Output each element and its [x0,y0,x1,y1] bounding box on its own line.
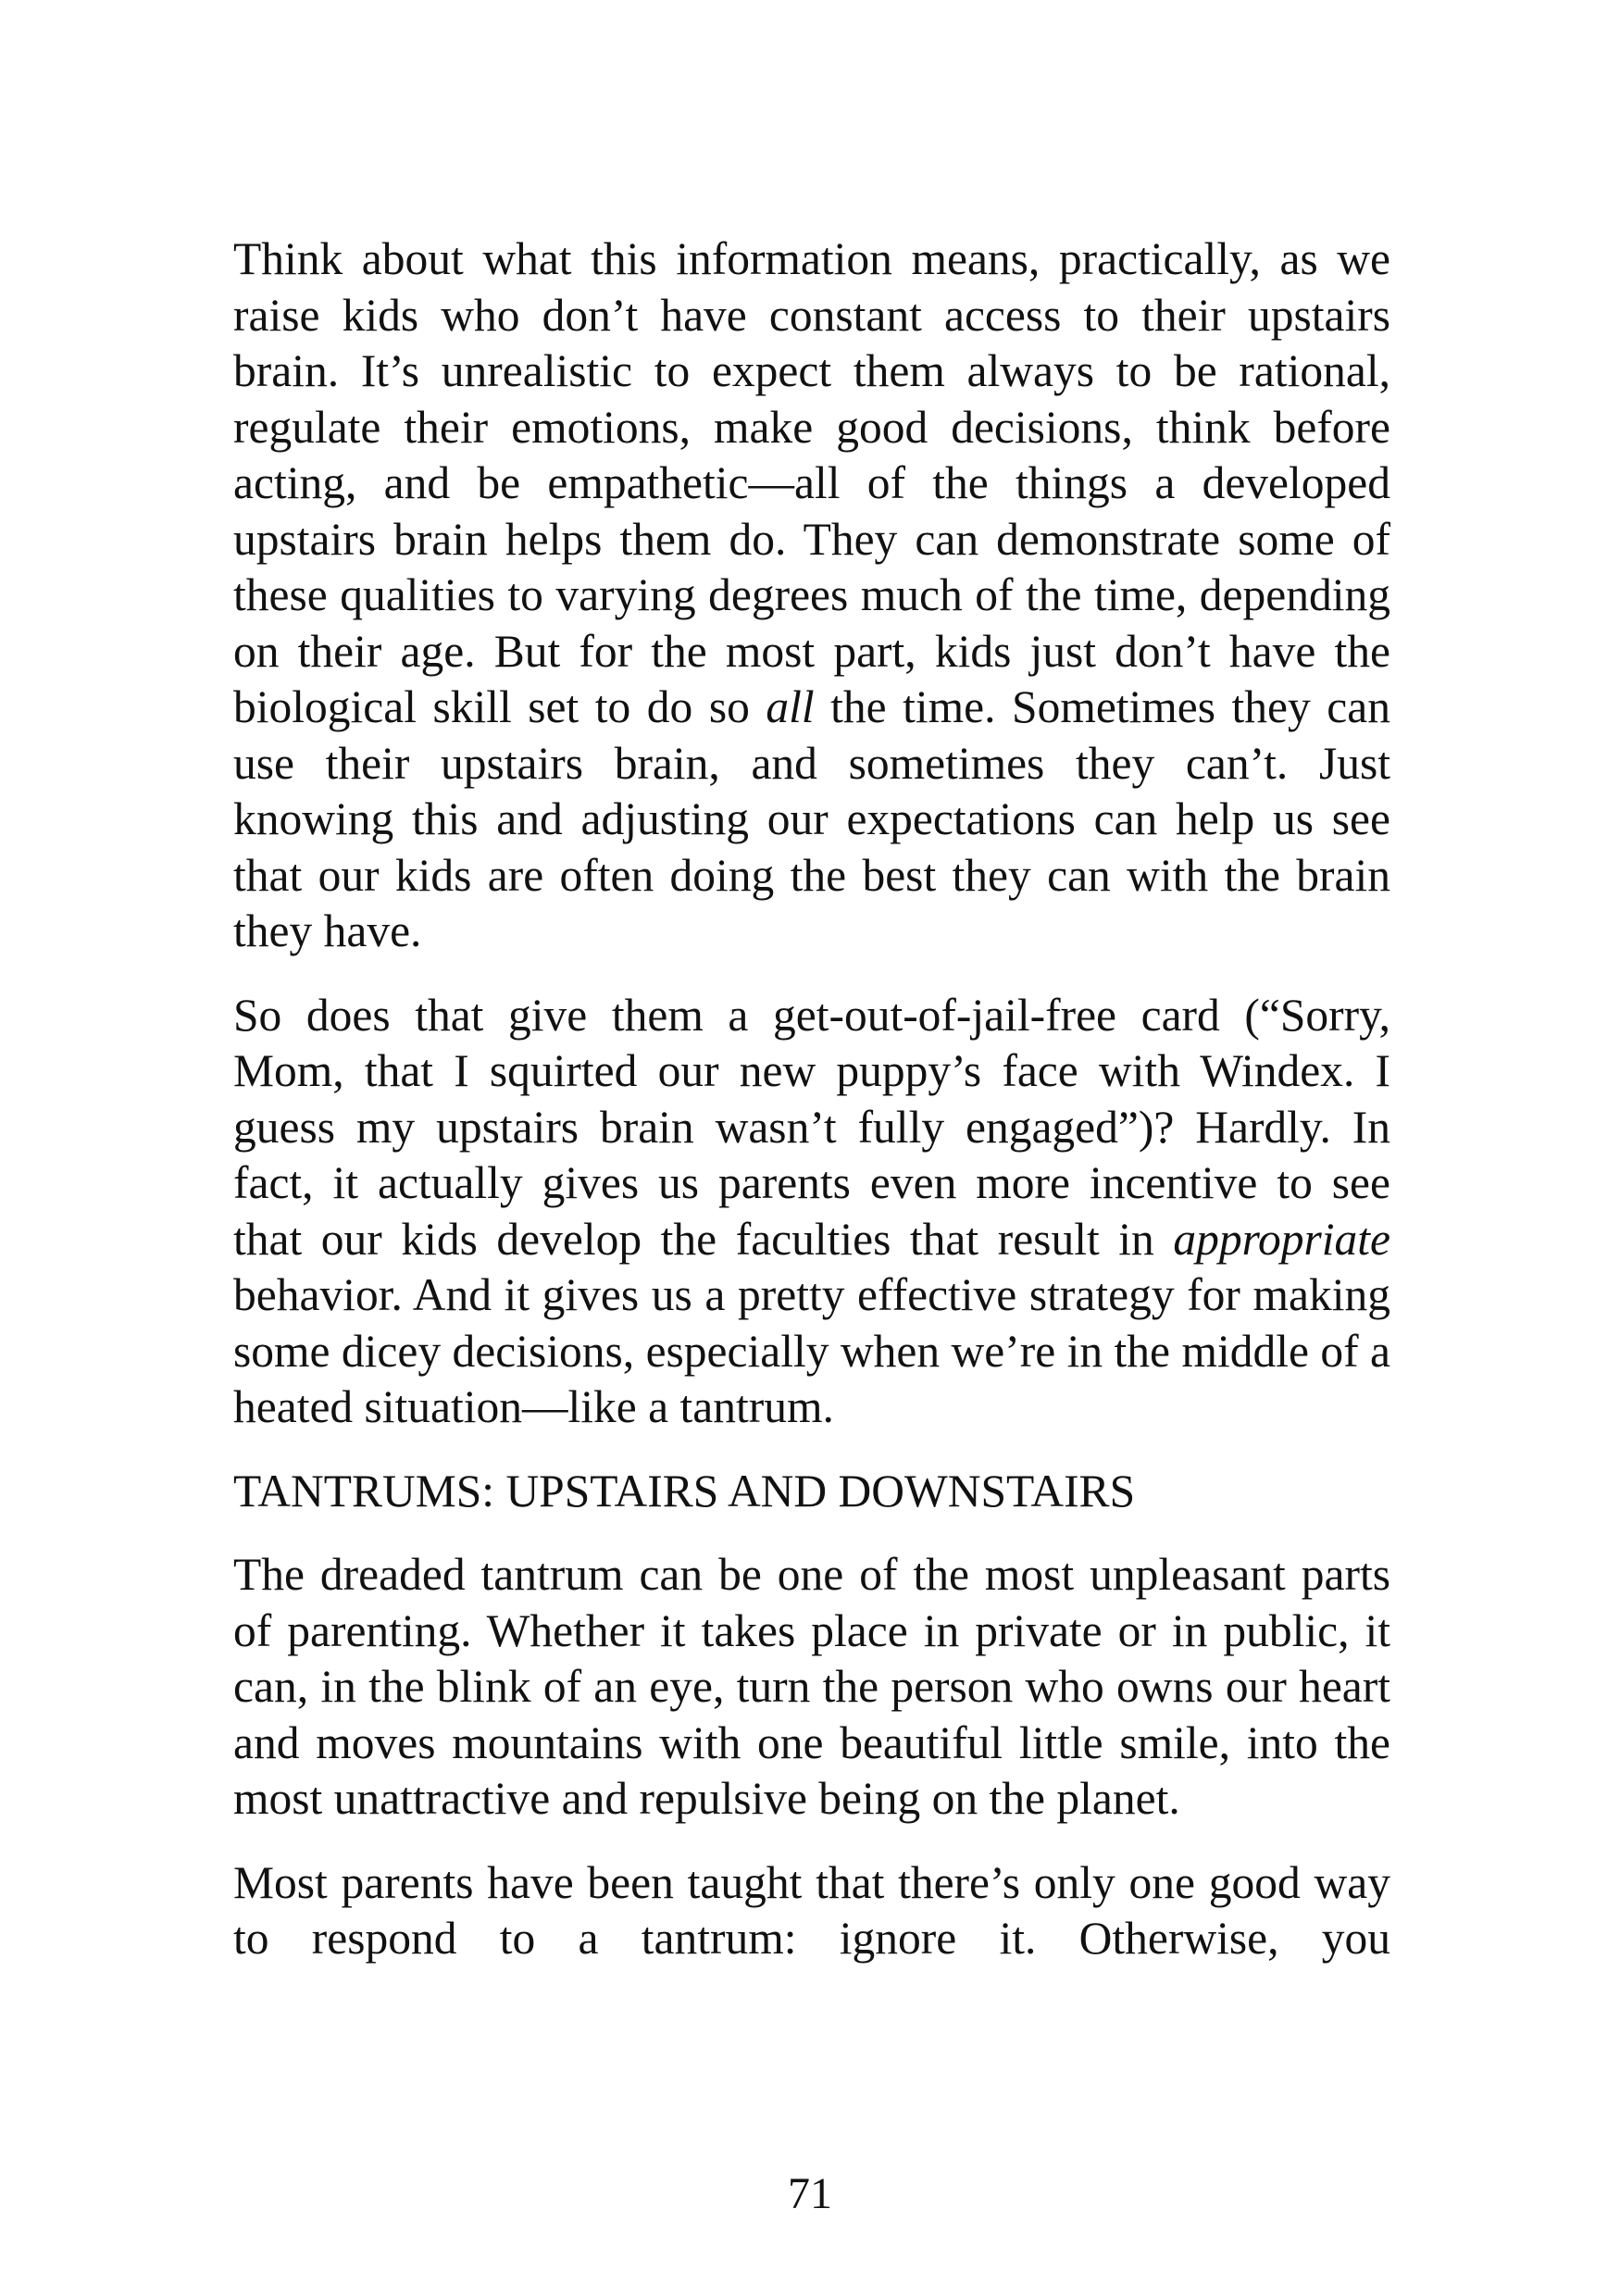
body-paragraph-4: Most parents have been taught that there’s only one good way to respond to a tantrum: ignore it. Otherwise, you [233,1856,1390,1964]
paragraph-1-text-b: the time. Sometimes they can use their upstairs brain, and sometimes they can’t. Just knowing this and adjusting our expectations can help us see that our kids are often doing the best they can with the brain they have. [233,681,1390,956]
paragraph-2-emphasis: appropriate [1173,1213,1390,1265]
page-number: 71 [788,2169,832,2218]
paragraph-1-emphasis: all [766,681,815,732]
body-paragraph-2 [233,988,1390,1436]
body-paragraph-1 [233,231,1390,960]
paragraph-2-text-b: behavior. And it gives us a pretty effective strategy for making some dicey decisions, especially when we’re in the middle of a heated situation—like a tantrum. [233,1269,1390,1432]
paragraph-1-text-a: Think about what this information means, practically, as we raise kids who don’t have constant access to their upstairs brain. It’s unrealistic to expect them always to be rational, regulate their emotions, make good decisions, think before acting, and be empathetic—all of the things a developed upstairs brain helps them do. They can demonstrate some of these qualities to varying degrees much of the time, depending on their age. But for the most part, kids just don’t have the biological skill set to do so [233,233,1390,732]
body-paragraph-3: The dreaded tantrum can be one of the most unpleasant parts of parenting. Whether it takes place in private or in public, it can, in the blink of an eye, turn the person who owns our heart and moves mountains with one beautiful little smile, into the most unattractive and repulsive being on the planet. [233,1549,1390,1824]
section-heading: TANTRUMS: UPSTAIRS AND DOWNSTAIRS [233,1465,1136,1516]
page-body [233,231,1390,1995]
paragraph-2-text-a: So does that give them a get-out-of-jail-free card (“Sorry, Mom, that I squirted our new puppy’s face with Windex. I guess my upstairs brain wasn’t fully engaged”)? Hardly. In fact, it actually gives us parents even more incentive to see that our kids develop the faculties that result in [233,989,1390,1265]
